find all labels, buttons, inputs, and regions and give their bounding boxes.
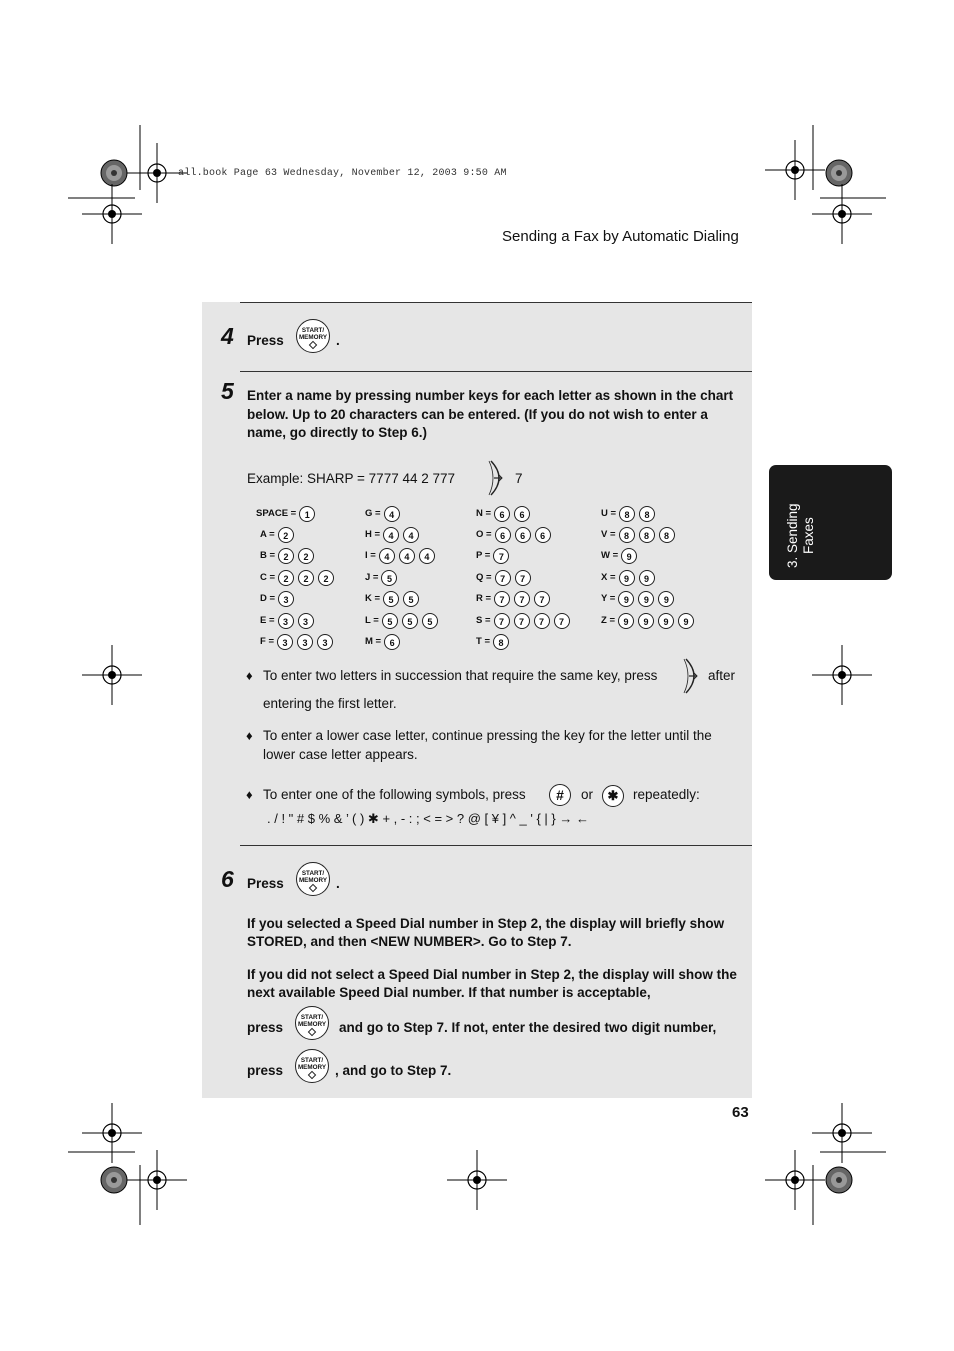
letter-row — [365, 505, 404, 523]
step-4-press: Press — [247, 333, 284, 348]
letter-label: N = — [476, 508, 492, 519]
divider — [240, 302, 752, 303]
number-key-icon: 9 — [678, 613, 694, 629]
letter-row — [476, 590, 554, 608]
bullet-3-after: repeatedly: — [633, 787, 700, 802]
step-6-press-lower: press — [247, 1020, 284, 1035]
page-header: Sending a Fax by Automatic Dialing — [502, 228, 739, 245]
letter-row — [365, 612, 442, 630]
number-key-icon: 2 — [278, 527, 294, 543]
letter-row — [601, 547, 641, 565]
number-key-icon: 9 — [618, 613, 634, 629]
bullet-1-text: To enter two letters in succession that require the same key, press — [263, 668, 658, 683]
number-key-icon: 3 — [278, 591, 294, 607]
number-key-icon: 5 — [381, 570, 397, 586]
letter-label: K = — [365, 593, 381, 604]
number-key-icon: 9 — [658, 613, 674, 629]
letter-label: I = — [365, 550, 376, 561]
letter-label: Y = — [601, 593, 616, 604]
letter-row — [601, 505, 659, 523]
number-key-icon: 5 — [403, 591, 419, 607]
number-key-icon: 5 — [402, 613, 418, 629]
number-key-icon: 6 — [494, 506, 510, 522]
number-key-icon: 2 — [298, 570, 314, 586]
letter-row — [476, 547, 513, 565]
number-key-icon: 5 — [382, 613, 398, 629]
number-key-icon: 3 — [317, 634, 333, 650]
letter-label: R = — [476, 593, 492, 604]
step-5-instruction: Enter a name by pressing number keys for each letter as shown in the chart below. Up to 20 characters can be entered. (If you do not wish to enter a name, go directly to Step 6.) — [247, 388, 734, 440]
number-key-icon: 9 — [618, 591, 634, 607]
letter-label: X = — [601, 572, 616, 583]
divider — [240, 845, 752, 846]
number-key-icon: 8 — [639, 527, 655, 543]
letter-label: Q = — [476, 572, 492, 583]
letter-label: C = — [260, 572, 276, 583]
letter-label: M = — [365, 636, 382, 647]
bullet-2-text: To enter a lower case letter, continue pressing the key for the letter until the lower case letter appears. — [263, 728, 712, 762]
number-key-icon: 8 — [619, 527, 635, 543]
number-key-icon: 6 — [384, 634, 400, 650]
number-key-icon: 8 — [493, 634, 509, 650]
letter-row — [256, 590, 298, 608]
bullet-3-or: or — [581, 787, 594, 802]
step-6-para-1: If you selected a Speed Dial number in Step 2, the display will briefly show STORED, and then <NEW NUMBER>. Go to Step 7. — [247, 916, 725, 949]
letter-label: W = — [601, 550, 619, 561]
number-key-icon: 8 — [619, 506, 635, 522]
letter-row — [601, 590, 678, 608]
letter-label: J = — [365, 572, 379, 583]
letter-row — [476, 612, 574, 630]
letter-row — [365, 633, 404, 651]
number-key-icon: 8 — [639, 506, 655, 522]
step-6-press: Press — [247, 876, 284, 891]
letter-label: B = — [260, 550, 276, 561]
number-key-icon: 3 — [278, 613, 294, 629]
number-key-icon: 6 — [495, 527, 511, 543]
number-key-icon: 1 — [299, 506, 315, 522]
step-6-number: 6 — [221, 866, 234, 892]
right-arrow-key-icon — [682, 658, 704, 694]
letter-row — [365, 590, 423, 608]
number-key-icon: 9 — [621, 548, 637, 564]
letter-label: O = — [476, 529, 492, 540]
number-key-icon: 5 — [383, 591, 399, 607]
letter-row — [601, 569, 659, 587]
letter-row — [365, 547, 439, 565]
number-key-icon: 3 — [277, 634, 293, 650]
divider — [240, 371, 752, 372]
number-key-icon: 2 — [318, 570, 334, 586]
number-key-icon: 7 — [534, 591, 550, 607]
number-key-icon: 4 — [419, 548, 435, 564]
start-memory-key-icon: START/ MEMORY — [296, 319, 330, 353]
bullet-1-cont: entering the first letter. — [263, 696, 397, 711]
start-memory-key-icon: START/ MEMORY — [295, 1006, 329, 1040]
letter-row — [365, 526, 423, 544]
bullet-icon: ♦ — [246, 728, 253, 743]
number-key-icon: 7 — [495, 570, 511, 586]
step-6-press-lower: press — [247, 1063, 284, 1078]
number-key-icon: 4 — [384, 506, 400, 522]
letter-label: F = — [260, 636, 274, 647]
number-key-icon: 8 — [659, 527, 675, 543]
letter-row — [476, 633, 513, 651]
letter-row — [601, 612, 698, 630]
number-key-icon: 7 — [494, 591, 510, 607]
number-key-icon: 6 — [535, 527, 551, 543]
step-4-period: . — [336, 333, 340, 348]
hash-key-icon: # — [549, 784, 571, 806]
number-key-icon: 7 — [494, 613, 510, 629]
letter-label: SPACE = — [256, 508, 297, 519]
page-number: 63 — [732, 1104, 749, 1121]
letter-label: H = — [365, 529, 381, 540]
letter-row — [256, 569, 338, 587]
letter-row — [256, 612, 318, 630]
letter-label: V = — [601, 529, 616, 540]
step-4-number: 4 — [221, 323, 234, 349]
bullet-icon: ♦ — [246, 668, 253, 683]
letter-label: S = — [476, 615, 491, 626]
letter-label: U = — [601, 508, 617, 519]
step-6-para-2: If you did not select a Speed Dial number in Step 2, the display will show the next available Speed Dial number. If that number is acceptable, — [247, 967, 737, 1000]
letter-row — [476, 505, 534, 523]
number-key-icon: 9 — [638, 613, 654, 629]
letter-row — [365, 569, 401, 587]
number-key-icon: 4 — [403, 527, 419, 543]
number-key-icon: 7 — [514, 591, 530, 607]
number-key-icon: 4 — [383, 527, 399, 543]
number-key-icon: 7 — [515, 570, 531, 586]
number-key-icon: 7 — [554, 613, 570, 629]
number-key-icon: 3 — [298, 613, 314, 629]
letter-row — [601, 526, 679, 544]
right-arrow-key-icon — [487, 460, 509, 496]
step-6-period: . — [336, 876, 340, 891]
number-key-icon: 2 — [278, 570, 294, 586]
symbol-list: . / ! " # $ % & ’ ( ) ✱ + , - : ; < = > ? @ [ ¥ ] ^ _ ' { | } → ← — [267, 811, 589, 826]
number-key-icon: 7 — [514, 613, 530, 629]
number-key-icon: 2 — [298, 548, 314, 564]
number-key-icon: 7 — [534, 613, 550, 629]
letter-row — [256, 526, 298, 544]
bullet-icon: ♦ — [246, 787, 253, 802]
number-key-icon: 5 — [422, 613, 438, 629]
number-key-icon: 9 — [638, 591, 654, 607]
start-memory-key-icon: START/ MEMORY — [295, 1049, 329, 1083]
example-text: Example: SHARP = 7777 44 2 777 — [247, 471, 456, 486]
star-key-icon: ✱ — [602, 785, 624, 807]
step-5-number: 5 — [221, 378, 234, 404]
step-6-line-4: , and go to Step 7. — [335, 1063, 452, 1078]
letter-label: L = — [365, 615, 379, 626]
number-key-icon: 7 — [493, 548, 509, 564]
letter-row — [256, 505, 319, 523]
file-info: all.book Page 63 Wednesday, November 12, 2003 9:50 AM — [178, 168, 507, 179]
number-key-icon: 6 — [515, 527, 531, 543]
bullet-3-text: To enter one of the following symbols, press — [263, 787, 526, 802]
number-key-icon: 3 — [297, 634, 313, 650]
letter-label: G = — [365, 508, 381, 519]
letter-row — [476, 526, 555, 544]
number-key-icon: 4 — [379, 548, 395, 564]
step-6-line-3: and go to Step 7. If not, enter the desired two digit number, — [339, 1020, 717, 1035]
number-key-icon: 4 — [399, 548, 415, 564]
letter-row — [256, 547, 318, 565]
letter-row — [476, 569, 535, 587]
start-memory-key-icon: START/ MEMORY — [296, 862, 330, 896]
number-key-icon: 2 — [278, 548, 294, 564]
number-key-icon: 9 — [658, 591, 674, 607]
example-end: 7 — [515, 471, 523, 486]
letter-label: Z = — [601, 615, 615, 626]
letter-label: P = — [476, 550, 491, 561]
section-tab-label: 3. Sending Faxes — [785, 503, 816, 568]
number-key-icon: 6 — [514, 506, 530, 522]
letter-label: D = — [260, 593, 276, 604]
number-key-icon: 9 — [619, 570, 635, 586]
letter-row — [256, 633, 337, 651]
letter-label: A = — [260, 529, 275, 540]
letter-label: T = — [476, 636, 490, 647]
letter-label: E = — [260, 615, 275, 626]
number-key-icon: 9 — [639, 570, 655, 586]
bullet-1-after: after — [708, 668, 736, 683]
